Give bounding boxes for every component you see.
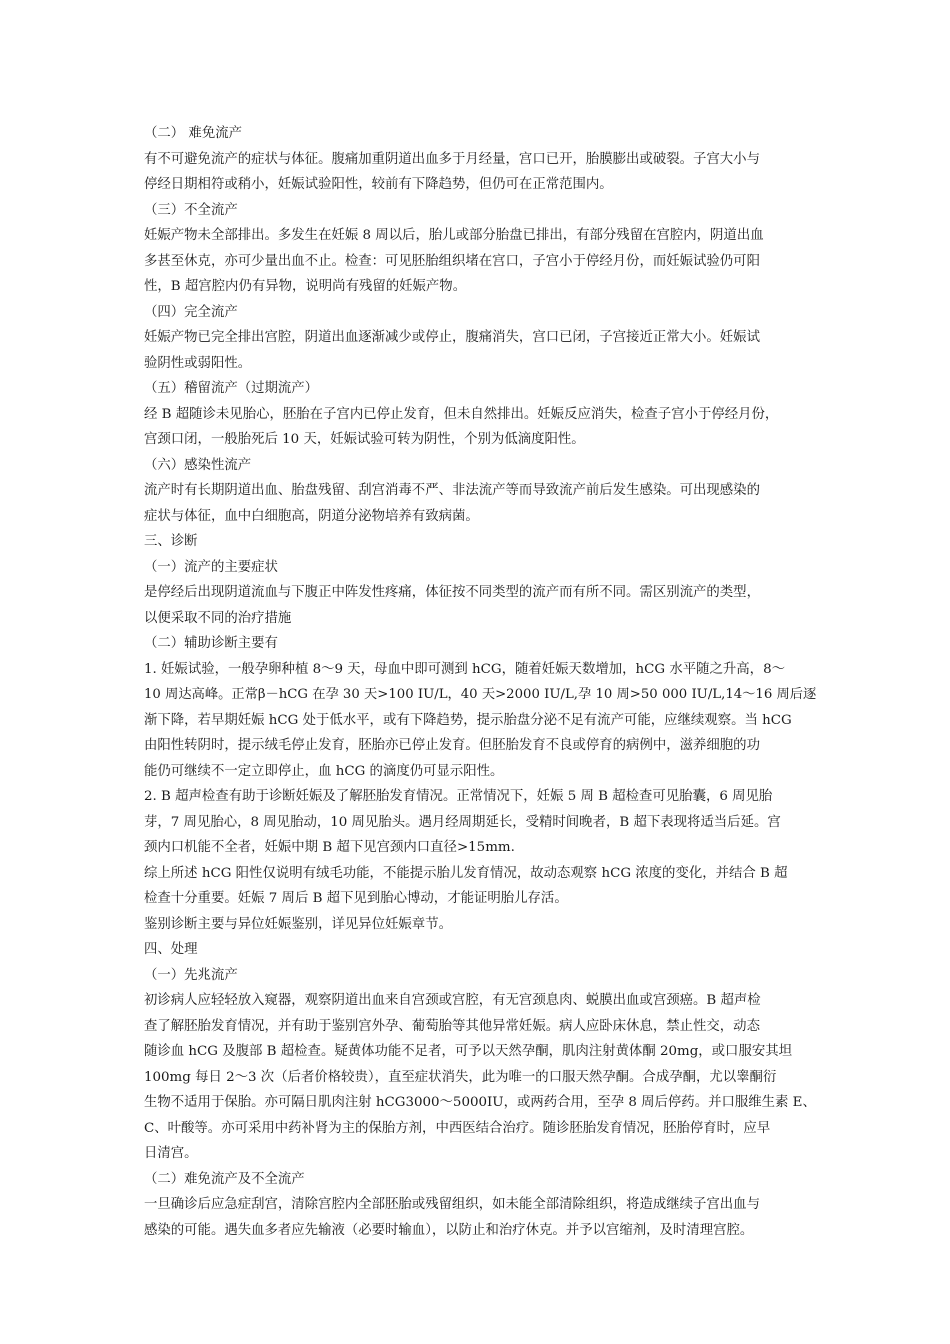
text-line: 初诊病人应轻轻放入窥器，观察阴道出血来自宫颈或宫腔，有无宫颈息肉、蜕膜出血或宫颈癌。B 超声检 <box>144 993 761 1008</box>
text-line: 症状与体征，血中白细胞高，阴道分泌物培养有致病菌。 <box>144 508 479 524</box>
text-line: （一）先兆流产 <box>144 967 238 983</box>
text-line: 经 B 超随诊未见胎心，胚胎在子宫内已停止发育，但未自然排出。妊娠反应消失，检查子宫小于停经月份， <box>144 406 779 422</box>
text-line: 查了解胚胎发育情况，并有助于鉴别宫外孕、葡萄胎等其他异常妊娠。病人应卧床休息，禁止性交，动态 <box>144 1018 760 1034</box>
text-line: 流产时有长期阴道出血、胎盘残留、刮宫消毒不严、非法流产等而导致流产前后发生感染。可出现感染的 <box>144 483 760 498</box>
text-line: 是停经后出现阴道流血与下腹正中阵发性疼痛，体征按不同类型的流产而有所不同。需区别流产的类型， <box>144 585 760 600</box>
text-line: 2. B 超声检查有助于诊断妊娠及了解胚胎发育情况。正常情况下，妊娠 5 周 B 超检查可见胎囊，6 周见胎 <box>144 789 773 804</box>
text-line: 芽，7 周见胎心，8 周见胎动，10 周见胎头。遇月经周期延长，受精时间晚者，B 超下表现将适当后延。宫 <box>144 814 781 830</box>
text-line: 妊娠产物已完全排出宫腔，阴道出血逐渐减少或停止，腹痛消失，宫口已闭，子宫接近正常大小。妊娠试 <box>144 330 760 345</box>
text-line: 由阳性转阴时，提示绒毛停止发育，胚胎亦已停止发育。但胚胎发育不良或停育的病例中，滋养细胞的功 <box>144 738 760 753</box>
text-line: 四、处理 <box>144 942 198 957</box>
text-line: 多甚至休克，亦可少量出血不止。检查：可见胚胎组织堵在宫口，子宫小于停经月份，而妊娠试验仍可阳 <box>144 253 760 269</box>
text-line: 妊娠产物未全部排出。多发生在妊娠 8 周以后，胎儿或部分胎盘已排出，有部分残留在宫腔内，阴道出血 <box>144 228 764 243</box>
text-line: 渐下降，若早期妊娠 hCG 处于低水平，或有下降趋势，提示胎盘分泌不足有流产可能，应继续观察。当 hCG <box>144 712 792 728</box>
text-line: 宫颈口闭，一般胎死后 10 天，妊娠试验可转为阴性，个别为低滴度阳性。 <box>144 432 585 447</box>
text-line: 1. 妊娠试验，一般孕卵种植 8～9 天，母血中即可测到 hCG，随着妊娠天数增加，hCG 水平随之升高，8～ <box>144 661 785 677</box>
text-line: 有不可避免流产的症状与体征。腹痛加重阴道出血多于月经量，宫口已开，胎膜膨出或破裂。子宫大小与 <box>144 151 760 167</box>
text-line: C、叶酸等。亦可采用中药补肾为主的保胎方剂，中西医结合治疗。随诊胚胎发育情况，胚胎停育时，应早 <box>144 1120 771 1136</box>
text-line: 三、诊断 <box>144 534 198 549</box>
text-line: （六）感染性流产 <box>144 457 252 473</box>
text-line: 10 周达高峰。正常β－hCG 在孕 30 天>100 IU/L，40 天>2000 IU/L,孕 10 周>50 000 IU/L,14～16 周后逐 <box>144 687 817 702</box>
document-body <box>144 121 816 1243</box>
text-line: （二） 难免流产 <box>144 126 242 141</box>
text-line: （三）不全流产 <box>144 202 238 218</box>
text-line: 随诊血 hCG 及腹部 B 超检查。疑黄体功能不足者，可予以天然孕酮，肌肉注射黄体酮 20mg，或口服安其坦 <box>144 1044 793 1059</box>
text-line: 日清宫。 <box>144 1146 198 1161</box>
text-line: 性，B 超宫腔内仍有异物，说明尚有残留的妊娠产物。 <box>144 279 467 294</box>
text-line: （一）流产的主要症状 <box>144 559 278 575</box>
text-line: 颈内口机能不全者，妊娠中期 B 超下见宫颈内口直径>15mm. <box>144 840 515 855</box>
text-line: 能仍可继续不一定立即停止，血 hCG 的滴度仍可显示阳性。 <box>144 763 504 779</box>
text-line: 验阴性或弱阳性。 <box>144 355 252 371</box>
text-line: 100mg 每日 2～3 次（后者价格较贵），直至症状消失，此为唯一的口服天然孕酮。合成孕酮，尤以睾酮衍 <box>144 1069 777 1085</box>
text-line: 感染的可能。遇失血多者应先输液（必要时输血），以防止和治疗休克。并予以宫缩剂，及时清理宫腔。 <box>144 1222 754 1238</box>
text-line: （二）难免流产及不全流产 <box>144 1171 305 1187</box>
text-line: （五）稽留流产（过期流产） <box>144 381 319 396</box>
text-line: （四）完全流产 <box>144 304 238 320</box>
text-line: 检查十分重要。妊娠 7 周后 B 超下见到胎心博动，才能证明胎儿存活。 <box>144 891 568 906</box>
text-line: 鉴别诊断主要与异位妊娠鉴别，详见异位妊娠章节。 <box>144 916 452 932</box>
text-line: （二）辅助诊断主要有 <box>144 636 278 651</box>
text-line: 综上所述 hCG 阳性仅说明有绒毛功能，不能提示胎儿发育情况，故动态观察 hCG 浓度的变化，并结合 B 超 <box>144 865 788 881</box>
text-line: 以便采取不同的治疗措施 <box>144 610 292 626</box>
text-line: 生物不适用于保胎。亦可隔日肌肉注射 hCG3000～5000IU，或两药合用，至孕 8 周后停药。并口服维生素 E、 <box>144 1095 816 1110</box>
text-line: 一旦确诊后应急症刮宫，清除宫腔内全部胚胎或残留组织，如未能全部清除组织，将造成继续子宫出血与 <box>144 1197 760 1212</box>
text-line: 停经日期相符或稍小，妊娠试验阳性，较前有下降趋势，但仍可在正常范围内。 <box>144 177 613 192</box>
